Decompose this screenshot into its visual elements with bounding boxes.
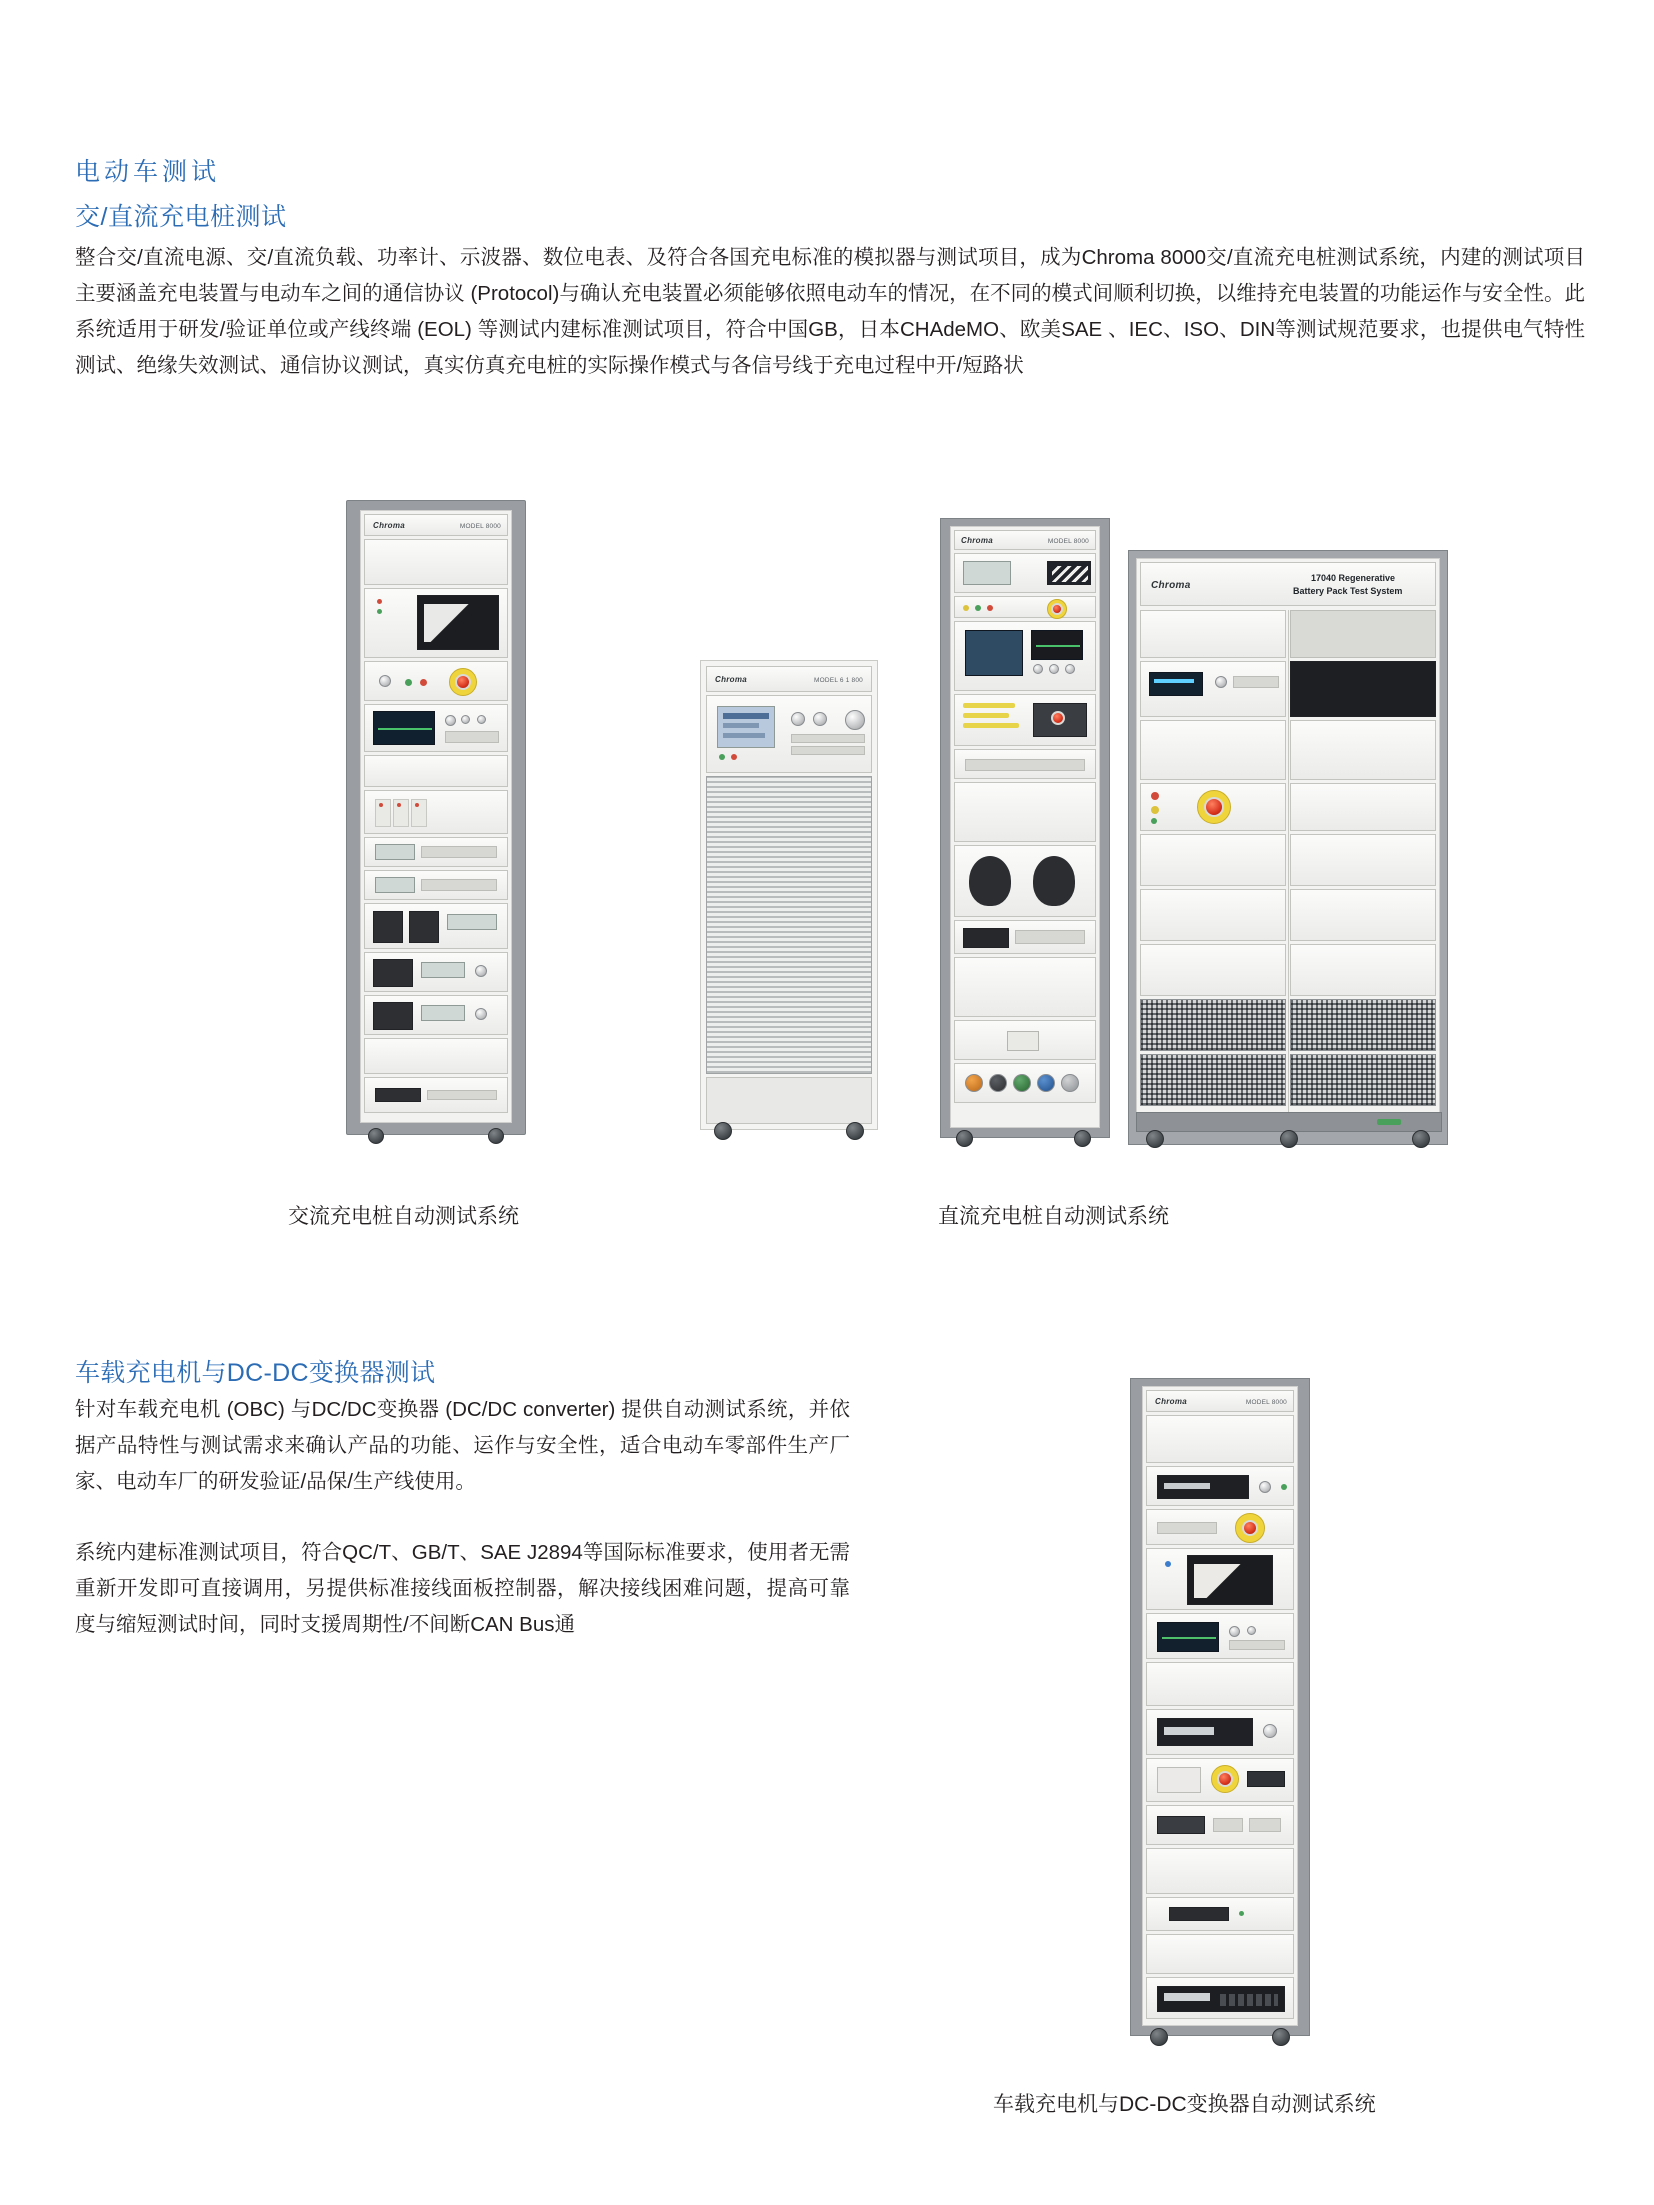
card-cage: [954, 920, 1096, 954]
figure-3-caption: 车载充电机与DC-DC变换器自动测试系统: [993, 2093, 1376, 2116]
power-source-knob[interactable]: [1259, 1481, 1271, 1493]
power-source-unit: [1146, 1466, 1294, 1506]
right-mesh-vent-1: [1290, 999, 1436, 1051]
subsection-title-1: 交/直流充电桩测试: [75, 203, 287, 231]
terminal-strip-2: [1249, 1818, 1281, 1832]
right-blank-2: [1290, 720, 1436, 780]
caster-right: [1074, 1130, 1091, 1147]
base-status-led: [1377, 1119, 1401, 1125]
monitor-screen: [417, 595, 499, 650]
control-panel: [364, 661, 508, 701]
relay-led-1: [379, 803, 383, 807]
bottom-instrument-readout: [1164, 1993, 1210, 2001]
meter-display: [963, 561, 1011, 585]
emergency-stop-button[interactable]: [455, 674, 471, 690]
socket-green[interactable]: [1013, 1074, 1031, 1092]
instrument-1-buttons[interactable]: [421, 846, 497, 858]
rack-top-panel: [1146, 1390, 1294, 1412]
oscilloscope-screen: [373, 711, 435, 745]
scope-knob-2[interactable]: [1247, 1626, 1256, 1635]
controller-knob[interactable]: [1215, 676, 1227, 688]
waveform-trace: [1162, 1637, 1216, 1639]
figure-2-dc-rack: [940, 518, 1130, 1158]
caster-right: [488, 1128, 504, 1144]
paragraph-3: 系统内建标准测试项目，符合QC/T、GB/T、SAE J2894等国际标准要求，使用者无需重新开发即可直接调用，另提供标准接线面板控制器，解决接线困难问题，提高可靠度与缩短测试时间，同时支援周期性/不间断CAN Bus通: [75, 1541, 850, 1636]
scope-screen: [1031, 630, 1083, 660]
ev-connector-1: [969, 856, 1011, 906]
right-blank-6: [1290, 944, 1436, 996]
meter-module-2-display: [1007, 1031, 1039, 1051]
power-supply-header: [706, 666, 872, 692]
ps-power-led: [719, 754, 725, 760]
meter-unit: [954, 553, 1096, 593]
tester-base-rail: [1136, 1112, 1442, 1132]
caster-right: [1272, 2028, 1290, 2046]
power-led: [405, 679, 412, 686]
blank-panel-lower: [1146, 1848, 1294, 1894]
paragraph-2: 针对车载充电机 (OBC) 与DC/DC变换器 (DC/DC converter) 提供自动测试系统，并依据产品特性与测试需求来确认产品的功能、运作与安全性，适合电动车零部件生产厂家、电动车厂的研发验证/品保/生产线使用。: [75, 1398, 850, 1493]
hmi-knob-2[interactable]: [1049, 664, 1059, 674]
right-mesh-vent-2: [1290, 1054, 1436, 1106]
right-blank-3: [1290, 783, 1436, 831]
aux-button-strip[interactable]: [965, 759, 1085, 771]
yellow-wire-2: [963, 713, 1009, 718]
power-source-led: [1281, 1484, 1287, 1490]
power-module-1: [364, 903, 508, 949]
io-panel: [364, 1077, 508, 1113]
ps-alarm-led: [731, 754, 737, 760]
figure-3-obc-rack: [1130, 1378, 1330, 2058]
monitor-screen: [1187, 1555, 1273, 1605]
brand-label: Chroma: [1151, 580, 1191, 591]
ev-connector-panel: [954, 845, 1096, 917]
power-supply-display: [717, 706, 775, 748]
figure-1-ac-charging-rack: [346, 500, 546, 1155]
network-led: [1239, 1911, 1244, 1916]
monitor-panel: [1146, 1548, 1294, 1610]
estop-led-green: [1151, 818, 1157, 824]
instrument-2-buttons[interactable]: [421, 879, 497, 891]
blank-panel-top: [1146, 1415, 1294, 1463]
left-mesh-vent-1: [1140, 999, 1286, 1051]
model-label: MODEL 8000: [1245, 1399, 1287, 1406]
left-blank-1: [1140, 610, 1286, 658]
scope-button-row[interactable]: [445, 731, 499, 743]
dc-load-display: [1247, 1771, 1285, 1787]
model-label: MODEL 6 1 800: [814, 677, 863, 684]
network-switch-unit: [1146, 1897, 1294, 1931]
meter-module-2: [954, 1020, 1096, 1060]
power-source-readout: [1164, 1483, 1210, 1489]
status-led-green: [377, 609, 382, 614]
ps-knob-1[interactable]: [791, 712, 805, 726]
relay-led-3: [415, 803, 419, 807]
status-led-red: [377, 599, 382, 604]
hmi-knob-3[interactable]: [1065, 664, 1075, 674]
scope-knob-1[interactable]: [445, 715, 456, 726]
model-label: MODEL 8000: [459, 523, 501, 530]
power-module-2-knob[interactable]: [475, 965, 487, 977]
panel-stop-button[interactable]: [1051, 711, 1065, 725]
bottom-instrument-face: [1157, 1986, 1285, 2012]
brand-label: Chroma: [373, 521, 406, 530]
power-switch-knob[interactable]: [379, 675, 391, 687]
card-slot-dark: [963, 928, 1009, 948]
controller-unit: [1140, 661, 1286, 717]
power-module-3-display: [421, 1005, 465, 1021]
right-blank-1: [1290, 610, 1436, 658]
blank-panel-b: [954, 957, 1096, 1017]
wiring-panel: [954, 694, 1096, 746]
hmi-panel: [954, 621, 1096, 691]
power-supply-vent-grill: [706, 776, 872, 1074]
ps-button-row-2[interactable]: [791, 746, 865, 755]
scope-screen: [1157, 1622, 1219, 1652]
socket-gray[interactable]: [1061, 1074, 1079, 1092]
ps-rotary-encoder[interactable]: [845, 710, 865, 730]
power-supply-control-face: [706, 695, 872, 773]
dc-load-unit: [1146, 1758, 1294, 1802]
blank-panel-mid: [1146, 1662, 1294, 1706]
blank-panel-3: [364, 1038, 508, 1074]
estop-led-yellow: [1151, 806, 1159, 814]
blank-panel-bottom: [1146, 1934, 1294, 1974]
brand-label: Chroma: [1155, 1397, 1188, 1406]
power-module-2: [364, 952, 508, 992]
blank-panel-a: [954, 782, 1096, 842]
rack-top-panel: [364, 514, 508, 536]
right-blank-4: [1290, 834, 1436, 886]
power-module-3-knob[interactable]: [475, 1008, 487, 1020]
yellow-wire-3: [963, 723, 1019, 728]
controller-display: [1149, 672, 1203, 696]
indicator-led-2: [975, 605, 981, 611]
terminal-strip-1: [1213, 1818, 1243, 1832]
terminal-connector: [1157, 1816, 1205, 1834]
controller-buttons[interactable]: [1233, 676, 1279, 688]
ps-button-row-1[interactable]: [791, 734, 865, 743]
subsection-title-2: 车载充电机与DC-DC变换器测试: [75, 1359, 436, 1387]
left-blank-3: [1140, 834, 1286, 886]
power-module-3-vent: [373, 1002, 413, 1030]
power-supply-base: [706, 1077, 872, 1124]
yellow-wire-1: [963, 703, 1015, 708]
hmi-screen[interactable]: [965, 630, 1023, 676]
ac-source-unit: [1146, 1709, 1294, 1755]
caster-middle: [1280, 1130, 1298, 1148]
ac-source-readout: [1164, 1727, 1214, 1735]
right-dark-window: [1290, 661, 1436, 717]
instrument-1-display: [375, 844, 415, 860]
display-line-1: [723, 713, 769, 719]
dc-load-stop-button[interactable]: [1217, 1771, 1233, 1787]
caster-left: [714, 1122, 732, 1140]
caster-left: [956, 1130, 973, 1147]
left-blank-5: [1140, 944, 1286, 996]
waveform-trace: [378, 728, 432, 730]
estop-panel: [1140, 783, 1286, 831]
instrument-unit-1: [364, 837, 508, 867]
io-label-strip: [427, 1090, 497, 1100]
figure-2-power-supply: [700, 660, 890, 1155]
paragraph-1: 整合交/直流电源、交/直流负载、功率计、示波器、数位电表、及符合各国充电标准的模拟器与测试项目，成为Chroma 8000交/直流充电桩测试系统，内建的测试项目主要涵盖充电装置与电动车之间的通信协议 (Protocol)与确认充电装置必须能够依照电动车的情况，在不同的模式间顺利切换，以维持充电装置的功能运作与安全性。此系统适用于研发/验证单位或产线终端 (EOL) 等测试内建标准测试项目，符合中国GB，日本CHAdeMO、欧美SAE 、IEC、ISO、DIN等测试规范要求，也提供电气特性测试、绝缘失效测试、通信协议测试，真实仿真充电桩的实际操作模式与各信号线于充电过程中开/短路状: [75, 246, 1585, 377]
left-blank-2: [1140, 720, 1286, 780]
system-title-line-1: 17040 Regenerative: [1311, 573, 1396, 583]
socket-black[interactable]: [989, 1074, 1007, 1092]
caster-right: [846, 1122, 864, 1140]
socket-orange[interactable]: [965, 1074, 983, 1092]
system-title-line-2: Battery Pack Test System: [1293, 586, 1403, 596]
terminal-unit: [1146, 1805, 1294, 1845]
relay-led-2: [397, 803, 401, 807]
blank-panel-2: [364, 755, 508, 787]
bottom-instrument: [1146, 1977, 1294, 2019]
instrument-2-display: [375, 877, 415, 893]
power-module-2-vent: [373, 959, 413, 987]
display-line-3: [723, 733, 765, 738]
left-blank-4: [1140, 889, 1286, 941]
ac-source-display: [1157, 1718, 1253, 1746]
indicator-panel: [954, 596, 1096, 618]
dc-load-label: [1157, 1767, 1201, 1793]
bottom-instrument-buttons[interactable]: [1220, 1994, 1278, 2006]
io-connector-block: [375, 1088, 421, 1102]
caster-left: [1146, 1130, 1164, 1148]
ev-connector-2: [1033, 856, 1075, 906]
socket-panel: [954, 1063, 1096, 1103]
scope-unit: [1146, 1613, 1294, 1659]
power-module-2-display: [421, 962, 465, 978]
network-ports: [1169, 1907, 1229, 1921]
scope-knob-2[interactable]: [461, 715, 470, 724]
tester-header: [1140, 562, 1436, 606]
meter-dark-window: [1047, 561, 1091, 585]
right-blank-5: [1290, 889, 1436, 941]
card-label-strip: [1015, 930, 1085, 944]
brand-label: Chroma: [961, 536, 994, 545]
caster-right: [1412, 1130, 1430, 1148]
indicator-led-3: [987, 605, 993, 611]
waveform-trace: [1036, 645, 1080, 647]
emergency-stop-button[interactable]: [1051, 603, 1063, 615]
emergency-stop-button[interactable]: [1204, 797, 1224, 817]
display-line-2: [723, 723, 759, 728]
scope-knob-3[interactable]: [477, 715, 486, 724]
section-title: 电动车测试: [75, 158, 221, 186]
relay-terminal-panel: [364, 790, 508, 834]
controller-readout: [1154, 679, 1194, 683]
scope-knob-1[interactable]: [1229, 1626, 1240, 1637]
monitor-led: [1165, 1561, 1171, 1567]
safety-switch-strip[interactable]: [1157, 1522, 1217, 1534]
oscilloscope-unit: [364, 704, 508, 752]
ps-knob-2[interactable]: [813, 712, 827, 726]
meter-pattern: [1052, 566, 1088, 582]
caster-left: [1150, 2028, 1168, 2046]
brand-label: Chroma: [715, 675, 748, 684]
instrument-unit-2: [364, 870, 508, 900]
figure-1-caption: 交流充电桩自动测试系统: [288, 1205, 519, 1228]
power-module-1-display: [447, 914, 497, 930]
monitor-image: [424, 604, 484, 642]
emergency-stop-button[interactable]: [1242, 1520, 1258, 1536]
caster-left: [368, 1128, 384, 1144]
socket-blue[interactable]: [1037, 1074, 1055, 1092]
relay-module-3: [411, 799, 427, 827]
indicator-led-1: [963, 605, 969, 611]
power-module-1-vent-2: [409, 911, 439, 943]
figure-2-battery-pack-tester: [1128, 540, 1458, 1160]
relay-module-1: [375, 799, 391, 827]
ac-source-knob[interactable]: [1263, 1724, 1277, 1738]
monitor-image: [1194, 1564, 1256, 1598]
display-panel: [364, 588, 508, 658]
power-source-display: [1157, 1475, 1249, 1499]
hmi-knob-1[interactable]: [1033, 664, 1043, 674]
blank-panel-1: [364, 539, 508, 585]
model-label: MODEL 8000: [1047, 538, 1089, 545]
safety-panel: [1146, 1509, 1294, 1545]
relay-module-2: [393, 799, 409, 827]
aux-panel-1: [954, 749, 1096, 779]
column-divider: [1288, 610, 1289, 1120]
rack-top-panel: [954, 530, 1096, 550]
alarm-led: [420, 679, 427, 686]
left-mesh-vent-2: [1140, 1054, 1286, 1106]
scope-button-strip[interactable]: [1229, 1640, 1285, 1650]
estop-led-red: [1151, 792, 1159, 800]
figure-2-caption: 直流充电桩自动测试系统: [938, 1205, 1169, 1228]
power-module-3: [364, 995, 508, 1035]
power-module-1-vent: [373, 911, 403, 943]
